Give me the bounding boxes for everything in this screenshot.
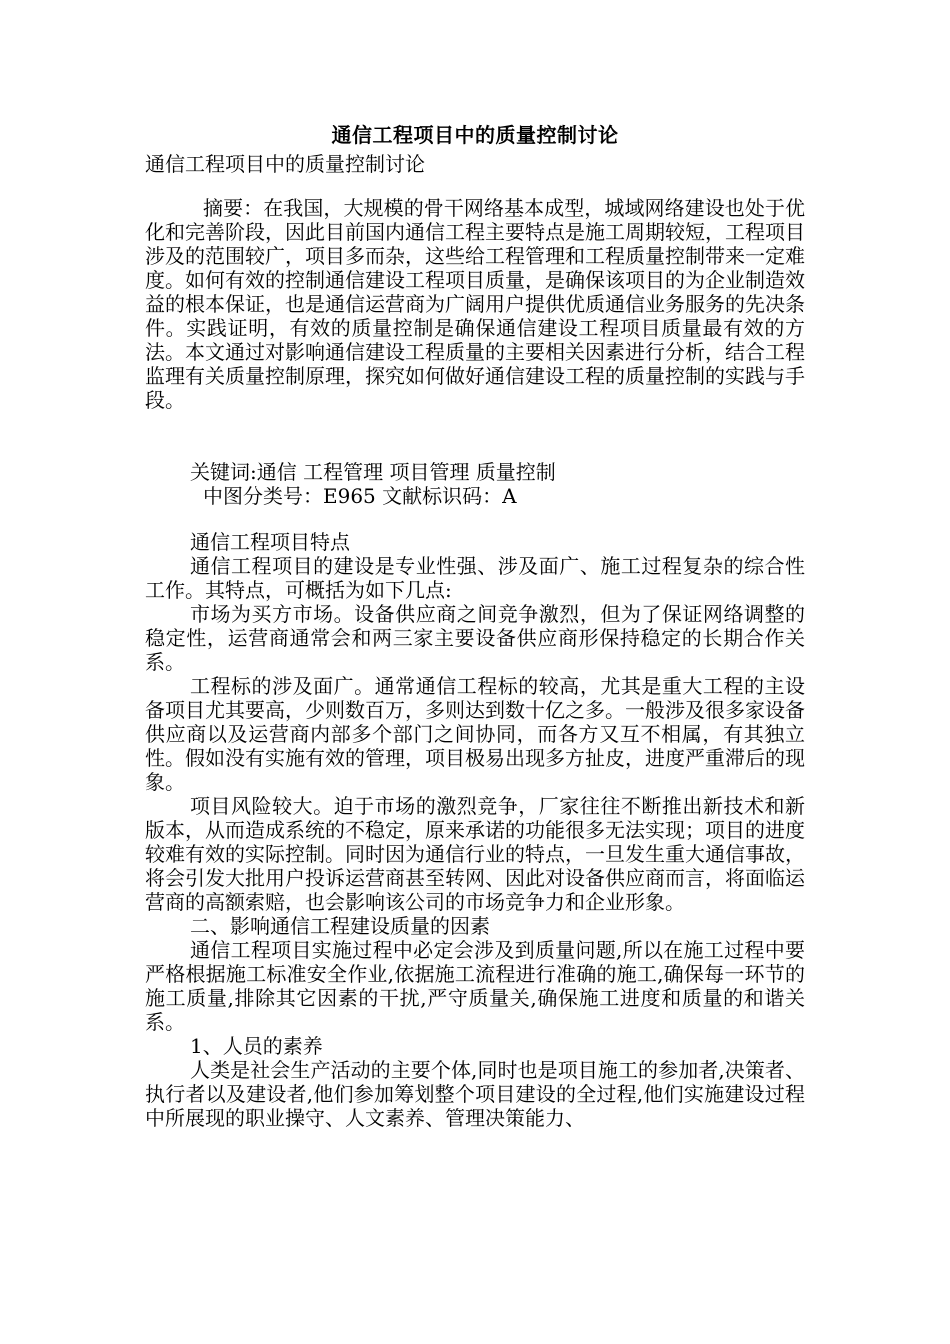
body-paragraph: 市场为买方市场。设备供应商之间竞争激烈，但为了保证网络调整的稳定性，运营商通常会和两三家主要设备供应商形保持稳定的长期合作关系。 — [145, 602, 805, 674]
body-paragraph: 通信工程项目实施过程中必定会涉及到质量问题,所以在施工过程中要严格根据施工标准安全作业,依据施工流程进行准确的施工,确保每一环节的施工质量,排除其它因素的干扰,严守质量关,确保施工进度和质量的和谐关系。 — [145, 938, 805, 1034]
keywords-line: 关键词:通信 工程管理 项目管理 质量控制 — [190, 460, 556, 484]
body-paragraph: 项目风险较大。迫于市场的激烈竞争，厂家往往不断推出新技术和新版本，从而造成系统的不稳定，原来承诺的功能很多无法实现；项目的进度较难有效的实际控制。同时因为通信行业的特点，一旦发生重大通信事故，将会引发大批用户投诉运营商甚至转网、因此对设备供应商而言，将面临运营商的高额索赔，也会影响该公司的市场竞争力和企业形象。 — [145, 794, 805, 914]
document-page — [145, 118, 805, 1130]
document-subtitle: 通信工程项目中的质量控制讨论 — [145, 152, 425, 176]
spacer — [145, 412, 805, 460]
body-paragraph: 通信工程项目的建设是专业性强、涉及面广、施工过程复杂的综合性工作。其特点，可概括为如下几点: — [145, 554, 805, 602]
document-title: 通信工程项目中的质量控制讨论 — [331, 123, 619, 147]
body-paragraph: 人类是社会生产活动的主要个体,同时也是项目施工的参加者,决策者、执行者以及建设者,他们参加筹划整个项目建设的全过程,他们实施建设过程中所展现的职业操守、人文素养、管理决策能力、 — [145, 1058, 805, 1130]
spacer — [145, 508, 805, 530]
section-heading-quality-factors: 二、影响通信工程建设质量的因素 — [190, 914, 490, 938]
body-paragraph: 工程标的涉及面广。通常通信工程标的较高，尤其是重大工程的主设备项目尤其要高，少则数百万，多则达到数十亿之多。一般涉及很多家设备供应商以及运营商内部多个部门之间协同，而各方又互不相属，有其独立性。假如没有实施有效的管理，项目极易出现多方扯皮，进度严重滞后的现象。 — [145, 674, 805, 794]
subsection-heading-personnel: 1、人员的素养 — [190, 1034, 323, 1058]
classification-line: 中图分类号：E965 文献标识码：A — [203, 484, 517, 508]
section-heading-project-features: 通信工程项目特点 — [190, 530, 350, 554]
abstract-paragraph: 摘要：在我国，大规模的骨干网络基本成型，城域网络建设也处于优化和完善阶段，因此目前国内通信工程主要特点是施工周期较短，工程项目涉及的范围较广，项目多而杂，这些给工程管理和工程质量控制带来一定难度。如何有效的控制通信建设工程项目质量，是确保该项目的为企业制造效益的根本保证，也是通信运营商为广阔用户提供优质通信业务服务的先决条件。实践证明，有效的质量控制是确保通信建设工程项目质量最有效的方法。本文通过对影响通信建设工程质量的主要相关因素进行分析，结合工程监理有关质量控制原理，探究如何做好通信建设工程的质量控制的实践与手段。 — [145, 196, 805, 412]
